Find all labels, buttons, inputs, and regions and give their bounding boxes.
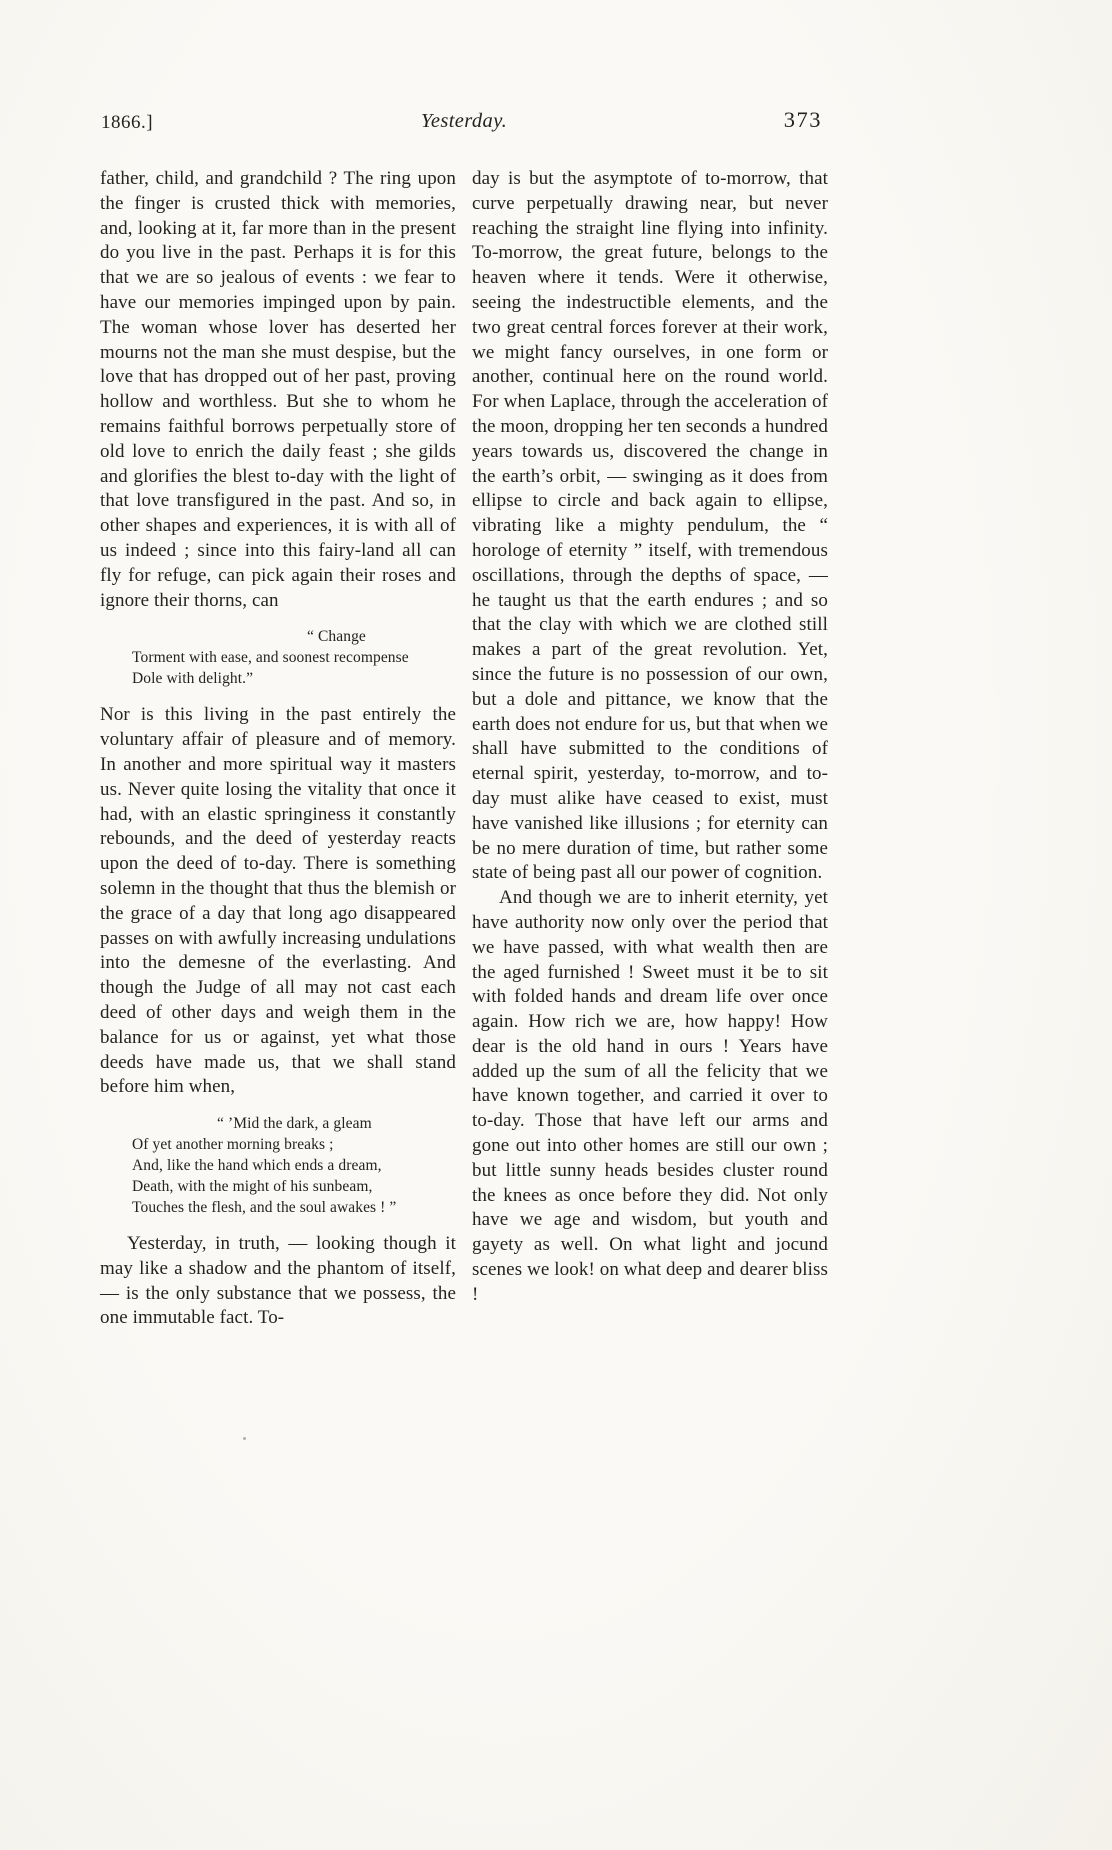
text-columns: [100, 167, 828, 1331]
paragraph-continuation: father, child, and grandchild ? The ring upon the finger is crusted thick with memories, and, looking at it, far more than in the present do you live in the past. Perhaps it is for this that we are so jealous of events : we fear to have our memories impinged upon by pain. The woman whose lover has deserted her mourns not the man she must despise, but the love that has dropped out of her past, proving hollow and worthless. But she to whom he remains faithful borrows perpetually store of old love to enrich the daily feast ; she gilds and glorifies the blest to-day with the light of that love transfigured in the past. And so, in other shapes and experiences, it is with all of us indeed ; since into this fairy-land all can fly for refuge, can pick again their roses and ignore their thorns, can: [100, 168, 456, 611]
paragraph-continuation: day is but the asymptote of to-morrow, that curve perpetually drawing near, but never reaching the straight line flying into infinity. To-morrow, the great future, belongs to the heaven where it tends. Were it otherwise, seeing the indestructible elements, and the two great central forces forever at their work, we might fancy ourselves, in one form or another, continual here on the round world. For when Laplace, through the acceleration of the moon, dropping her ten seconds a hundred years towards us, discovered the change in the earth’s orbit, — swinging as it does from ellipse to circle and back again to ellipse, vibrating like a mighty pendulum, the “ horologe of eternity ” itself, with tremendous oscillations, through the depths of space, — he taught us that the earth endures ; and so that the clay with which we are clothed still makes a part of the great revolution. Yet, since the future is no possession of our own, but a dole and pittance, we know that the earth does not endure for us, but that when we shall have submitted to the conditions of eternal spirit, yesterday, to-morrow, and to-day must alike have ceased to exist, must have vanished like illusions ; for eternity can be no mere duration of time, but rather some state of being past all our power of cognition.: [472, 168, 828, 884]
scanned-page: [100, 0, 828, 1331]
verse-line: Death, with the might of his sunbeam,: [132, 1178, 373, 1196]
verse-quote-mid-the-dark: [132, 1113, 456, 1218]
paragraph: Yesterday, in truth, — looking though it may like a shadow and the phantom of itself, — is the only substance that we possess, the one immutable fact. To-: [100, 1233, 456, 1329]
verse-line: Torment with ease, and soonest recompense: [132, 649, 409, 667]
verse-line: Dole with delight.”: [132, 670, 254, 688]
page-header: [100, 107, 828, 140]
verse-line: “ Change: [307, 628, 366, 646]
scan-artifact: [243, 1437, 246, 1440]
page-number: 373: [783, 107, 822, 132]
verse-line: And, like the hand which ends a dream,: [132, 1157, 382, 1175]
right-column: [472, 167, 828, 1331]
header-article-title: Yesterday.: [420, 110, 508, 132]
paragraph: And though we are to inherit eternity, yet have authority now only over the period that we have passed, with what wealth then are the aged furnished ! Sweet must it be to sit with folded hands and dream life over once again. How rich we are, how happy! How dear is the old hand in ours ! Years have added up the sum of all the felicity that we have known together, and carried it over to to-day. Those that have left our arms and gone out into other homes are still our own ; but little sunny heads besides cluster round the knees as once before they did. Not only have we age and wisdom, but youth and gayety as well. On what light and jocund scenes we look! on what deep and dearer bliss !: [472, 887, 828, 1305]
paragraph: Nor is this living in the past entirely the voluntary affair of pleasure and of memory. In another and more spiritual way it masters us. Never quite losing the vitality that once it had, with an elastic springiness it constantly rebounds, and the deed of yesterday reacts upon the deed of to-day. There is something solemn in the thought that thus the blemish or the grace of a day that long ago disappeared passes on with awfully increasing undulations into the demesne of the everlasting. And though the Judge of all may not cast each deed of other days and weigh them in the balance for us or against, yet what those deeds have made us, that we shall stand before him when,: [100, 704, 456, 1098]
verse-line: Of yet another morning breaks ;: [132, 1136, 334, 1154]
left-column: [100, 167, 456, 1331]
verse-line: Touches the flesh, and the soul awakes ! ”: [132, 1199, 397, 1217]
verse-line: “ ’Mid the dark, a gleam: [217, 1115, 372, 1133]
verse-quote-change: [132, 626, 456, 689]
header-year: 1866.]: [101, 112, 154, 133]
